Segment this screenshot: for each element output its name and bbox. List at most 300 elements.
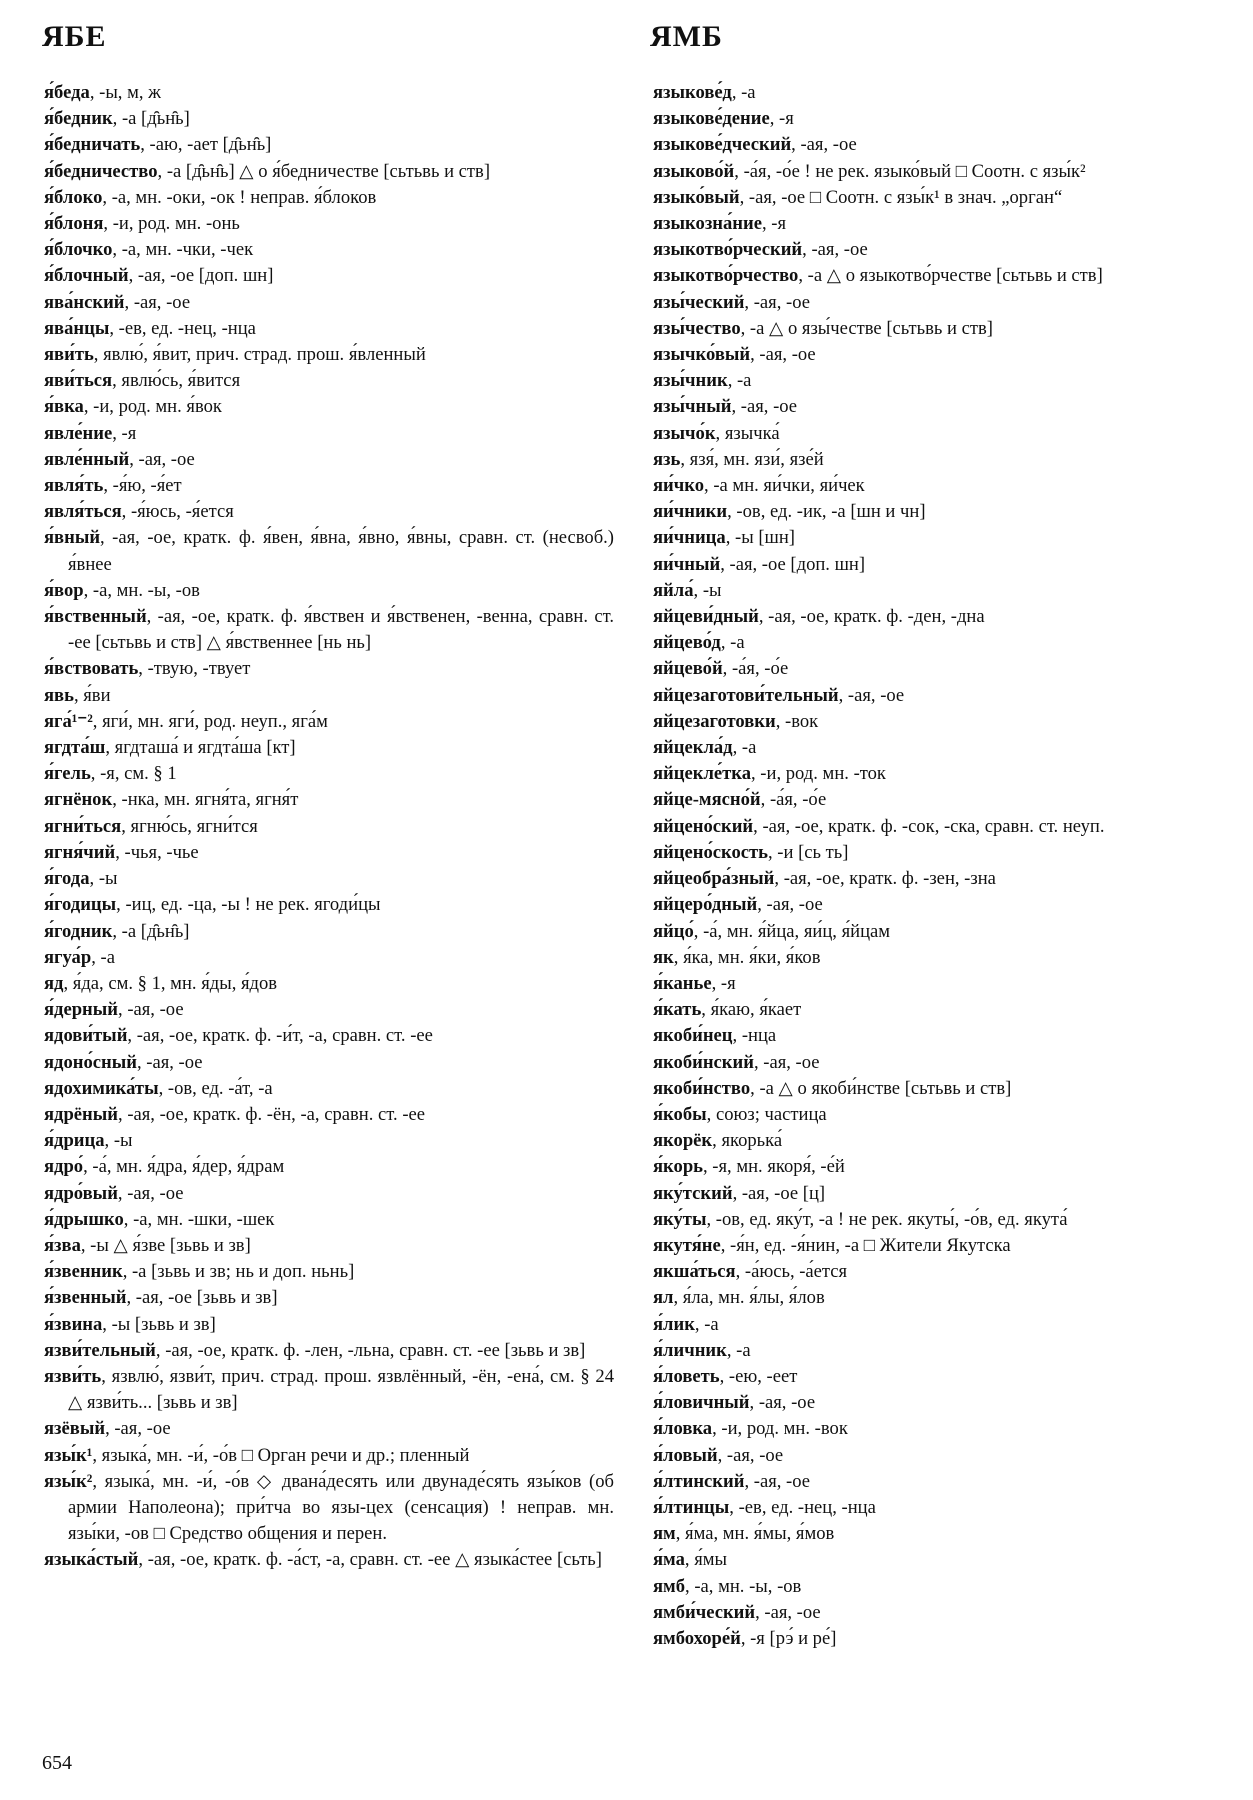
dictionary-entry [653, 447, 1223, 473]
headword: яку́ты [653, 1208, 707, 1230]
dictionary-entry [653, 211, 1223, 237]
dictionary-entry [653, 290, 1223, 316]
entry-definition: , -нца [732, 1025, 777, 1047]
headword: я́вор [44, 579, 84, 601]
headword: явле́нный [44, 448, 130, 470]
headword: явля́ться [44, 501, 122, 523]
dictionary-entry [44, 211, 614, 237]
headword: я́блочный [44, 265, 129, 287]
headword: яку́тский [653, 1182, 733, 1204]
entry-definition: , -а мн. яи́чки, яи́чек [704, 475, 865, 497]
dictionary-entry [44, 1259, 614, 1285]
headword: яйцекле́тка [653, 763, 751, 785]
dictionary-entry [44, 473, 614, 499]
dictionary-entry [44, 1312, 614, 1338]
dictionary-entry [653, 185, 1223, 211]
entry-definition: , -а, мн. -ы, -ов [83, 579, 200, 601]
dictionary-entry [44, 447, 614, 473]
entry-definition: , -ая, -ое [129, 448, 195, 470]
entry-definition: , -ы [шн] [725, 527, 795, 549]
dictionary-entry [44, 683, 614, 709]
headword: яйцево́й [653, 658, 723, 680]
headword: язы́чество [653, 317, 741, 339]
entry-definition: , -а [727, 370, 752, 392]
dictionary-entry [44, 185, 614, 211]
dictionary-entry [653, 1102, 1223, 1128]
dictionary-entry [44, 604, 614, 656]
headword: я́ма [653, 1549, 685, 1571]
headword: язычо́к [653, 422, 716, 444]
dictionary-entry [653, 1416, 1223, 1442]
headword: я́бедничество [44, 160, 158, 182]
dictionary-entry [653, 552, 1223, 578]
headword: я́годник [44, 920, 113, 942]
headword: я́бедничать [44, 134, 141, 156]
entry-definition: , -ая, -ое [757, 894, 823, 916]
dictionary-entry [653, 735, 1223, 761]
entry-definition: , -нка, мн. ягня́та, ягня́т [112, 789, 299, 811]
dictionary-entry [653, 1390, 1223, 1416]
entry-definition: , -а [зьвь и зв; нь и доп. ньнь] [122, 1261, 355, 1283]
dictionary-entry [653, 1495, 1223, 1521]
headword: я́звенник [44, 1261, 123, 1283]
headword: яйцено́ский [653, 815, 754, 837]
dictionary-entry [653, 709, 1223, 735]
dictionary-entry [653, 1128, 1223, 1154]
headword: я́дрышко [44, 1208, 124, 1230]
headword: якоби́нец [653, 1025, 733, 1047]
dictionary-entry [44, 709, 614, 735]
headword: ягдта́ш [44, 737, 106, 759]
dictionary-entry [44, 1050, 614, 1076]
entry-definition: , -а́я, -о́е ! не рек. языко́вый □ Соотн. с язы́к² [734, 160, 1086, 182]
headword: я́гель [44, 763, 91, 785]
entry-definition: , явлю́, я́вит, прич. страд. прош. я́вленный [93, 344, 426, 366]
dictionary-entry [44, 263, 614, 289]
headword: я́вственный [44, 606, 147, 628]
entry-definition: , -ая, -ое [750, 344, 816, 366]
dictionary-entry [653, 1469, 1223, 1495]
entry-definition: , -ая, -ое, кратк. ф. -а́ст, -а, сравн. ст. -ее △ языка́стее [сьть] [138, 1549, 602, 1571]
dictionary-entry [44, 368, 614, 394]
dictionary-entry [653, 814, 1223, 840]
dictionary-entry [44, 1154, 614, 1180]
entry-definition: , якорька́ [712, 1130, 783, 1152]
dictionary-entry [44, 1416, 614, 1442]
dictionary-entry [653, 1154, 1223, 1180]
headword: яйцено́скость [653, 841, 768, 863]
dictionary-entry [44, 106, 614, 132]
dictionary-entry [653, 892, 1223, 918]
dictionary-entry [653, 866, 1223, 892]
dictionary-entry [44, 1338, 614, 1364]
headword: я́годицы [44, 894, 117, 916]
page-header-left: ЯБЕ [42, 20, 107, 53]
dictionary-entry [653, 1338, 1223, 1364]
headword: ямбохоре́й [653, 1627, 741, 1649]
entry-definition: , -а, мн. -ы, -ов [685, 1575, 802, 1597]
dictionary-entry [653, 1312, 1223, 1338]
entry-definition: , -ев, ед. -нец, -нца [729, 1496, 876, 1518]
headword: ял [653, 1287, 674, 1309]
entry-definition: , -а́я, -о́е [760, 789, 827, 811]
headword: я́личник [653, 1339, 727, 1361]
headword: я́кать [653, 999, 702, 1021]
entry-definition: , я́ка, мн. я́ки, я́ков [673, 946, 821, 968]
entry-definition: , -а △ о языкотво́рчестве [сьтьвь и ств] [798, 265, 1103, 287]
headword: я́дрица [44, 1130, 105, 1152]
headword: я́блочко [44, 239, 113, 261]
dictionary-entry [653, 1259, 1223, 1285]
headword: я́лик [653, 1313, 695, 1335]
entry-definition: , -я́ю, -я́ет [103, 475, 182, 497]
dictionary-entry [44, 1076, 614, 1102]
headword: язы́к² [44, 1470, 93, 1492]
dictionary-entry [653, 1364, 1223, 1390]
entry-definition: , -и, род. мн. -вок [712, 1418, 848, 1440]
entry-definition: , -а [694, 1313, 719, 1335]
entry-definition: , -ы [зьвь и зв] [102, 1313, 216, 1335]
dictionary-entry [653, 1521, 1223, 1547]
entry-definition: , я́мы [684, 1549, 728, 1571]
entry-definition: , -ая, -ое [доп. шн] [128, 265, 274, 287]
entry-definition: , я́да, см. § 1, мн. я́ды, я́дов [63, 972, 278, 994]
dictionary-entry [44, 394, 614, 420]
dictionary-entry [44, 525, 614, 577]
headword: язви́тельный [44, 1339, 156, 1361]
entry-definition: , -ы [693, 579, 722, 601]
dictionary-entry [653, 1233, 1223, 1259]
headword: ява́нский [44, 291, 125, 313]
dictionary-entry [653, 132, 1223, 158]
headword: я́кобы [653, 1103, 707, 1125]
headword: ядоно́сный [44, 1051, 137, 1073]
headword: яи́чко [653, 475, 705, 497]
dictionary-entry [44, 787, 614, 813]
headword: язы́чник [653, 370, 728, 392]
entry-definition: , -я [761, 213, 787, 235]
entry-definition: , -ая, -ое [зьвь и зв] [126, 1287, 278, 1309]
entry-definition: , языка́, мн. -и́, -о́в □ Орган речи и др.; пленный [92, 1444, 470, 1466]
headword: ямби́ческий [653, 1601, 756, 1623]
dictionary-entry [44, 892, 614, 918]
dictionary-entry [653, 1207, 1223, 1233]
dictionary-entry [44, 1443, 614, 1469]
dictionary-entry [653, 1626, 1223, 1652]
headword: языко́вый [653, 186, 740, 208]
entry-definition: , -а́я, -о́е [722, 658, 789, 680]
headword: язы́чный [653, 396, 732, 418]
headword: якорёк [653, 1130, 713, 1152]
entry-definition: , -ая, -ое, кратк. ф. -ден, -дна [758, 606, 985, 628]
headword: я́ловеть [653, 1365, 720, 1387]
headword: языкове́д [653, 82, 732, 103]
headword: язёвый [44, 1418, 106, 1440]
entry-definition: , -ы [89, 868, 118, 890]
entry-definition: , -ая, -ое [731, 396, 798, 418]
dictionary-entry [653, 578, 1223, 604]
dictionary-entry [653, 1076, 1223, 1102]
entry-definition: , -ая, -ое [117, 1182, 184, 1204]
dictionary-entry [653, 971, 1223, 997]
headword: язы́ческий [653, 291, 745, 313]
entry-definition: , -ы [104, 1130, 133, 1152]
headword: яйцекла́д [653, 737, 733, 759]
entry-definition: , -а́, мн. я́йца, яи́ц, я́йцам [693, 920, 891, 942]
entry-definition: , -ая, -ое, кратк. ф. я́вен, я́вна, я́вно, я́вны, сравн. ст. (несвоб.) я́внее [68, 527, 614, 575]
headword: я́дерный [44, 999, 119, 1021]
headword: я́ловый [653, 1444, 718, 1466]
dictionary-entry [44, 1547, 614, 1573]
entry-definition: , -чья, -чье [115, 841, 199, 863]
dictionary-entry [653, 919, 1223, 945]
entry-definition: , -и, род. мн. -онь [103, 213, 240, 235]
headword: як [653, 946, 674, 968]
entry-definition: , -ая, -ое [749, 1392, 816, 1414]
headword: яйла́ [653, 579, 694, 601]
headword: якша́ться [653, 1261, 736, 1283]
headword: я́блоко [44, 186, 103, 208]
entry-definition: , -а, мн. -шки, -шек [123, 1208, 275, 1230]
entry-definition: , -а, мн. -чки, -чек [112, 239, 254, 261]
dictionary-entry [44, 159, 614, 185]
entry-definition: , -ая, -ое [124, 291, 191, 313]
headword: яйцезаготови́тельный [653, 684, 839, 706]
headword: языкотво́рчество [653, 265, 799, 287]
entry-definition: , -ая, -ое, кратк. ф. -ён, -а, сравн. ст. -ее [118, 1103, 426, 1125]
entry-definition: , -ая, -ое [136, 1051, 203, 1073]
headword: я́зва [44, 1234, 81, 1256]
headword: ядро́ [44, 1156, 84, 1178]
dictionary-entry [44, 1469, 614, 1548]
entry-definition: , ягню́сь, ягни́тся [121, 815, 258, 837]
headword: я́звина [44, 1313, 103, 1335]
entry-definition: , -ая, -ое [791, 134, 857, 156]
headword: явле́ние [44, 422, 113, 444]
dictionary-entry [44, 132, 614, 158]
entry-definition: , -и, род. мн. я́вок [83, 396, 222, 418]
entry-definition: , -а [732, 737, 757, 759]
entry-definition: , -ая, -ое, кратк. ф. -и́т, -а, сравн. ст. -ее [127, 1025, 433, 1047]
right-column [653, 80, 1223, 1652]
entry-definition: , -а [д̑ьн̑ь] [112, 108, 190, 130]
headword: я́вствовать [44, 658, 139, 680]
dictionary-entry [44, 735, 614, 761]
dictionary-entry [653, 525, 1223, 551]
entry-definition: , -а [726, 1339, 751, 1361]
entry-definition: , -ая, -ое [744, 291, 810, 313]
headword: ягнёнок [44, 789, 113, 811]
dictionary-entry [44, 342, 614, 368]
headword: яйцеобра́зный [653, 868, 775, 890]
entry-definition: , -а, мн. -оки, -ок ! неправ. я́блоков [102, 186, 377, 208]
entry-definition: , -и, род. мн. -ток [751, 763, 886, 785]
entry-definition: , -я [рэ́ и ре́] [740, 1627, 837, 1649]
dictionary-entry [44, 421, 614, 447]
dictionary-entry [44, 316, 614, 342]
entry-definition: , я́ви [73, 684, 111, 706]
headword: я́вка [44, 396, 84, 418]
dictionary-entry [44, 1207, 614, 1233]
dictionary-entry [653, 316, 1223, 342]
headword: языкозна́ние [653, 213, 762, 235]
entry-definition: , я́ма, мн. я́мы, я́мов [675, 1523, 835, 1545]
dictionary-entry [653, 1050, 1223, 1076]
dictionary-entry [44, 814, 614, 840]
headword: яйцево́д [653, 632, 721, 654]
headword: явь [44, 684, 74, 706]
dictionary-entry [653, 1285, 1223, 1311]
headword: языкове́дческий [653, 134, 792, 156]
headword: ядохимика́ты [44, 1077, 159, 1099]
dictionary-entry [653, 656, 1223, 682]
dictionary-entry [653, 1181, 1223, 1207]
headword: я́корь [653, 1156, 703, 1178]
dictionary-entry [44, 1364, 614, 1416]
headword: яи́чный [653, 553, 721, 575]
entry-definition: , -я, см. § 1 [90, 763, 177, 785]
entry-definition: , -ая, -ое [ц] [732, 1182, 826, 1204]
entry-definition: , -ая, -ое, кратк. ф. -зен, -зна [774, 868, 996, 890]
entry-definition: , явлю́сь, я́вится [112, 370, 241, 392]
dictionary-entry [44, 290, 614, 316]
dictionary-entry [653, 473, 1223, 499]
entry-definition: , -ов, ед. -ик, -а [шн и чн] [727, 501, 926, 523]
entry-definition: , -а [д̑ьн̑ь] [112, 920, 190, 942]
headword: ядро́вый [44, 1182, 118, 1204]
headword: язы́к¹ [44, 1444, 93, 1466]
dictionary-entry [653, 394, 1223, 420]
page-header-right: ЯМБ [650, 20, 723, 53]
dictionary-entry [44, 1285, 614, 1311]
entry-definition: , -ы, м, ж [89, 82, 162, 103]
headword: яи́чники [653, 501, 728, 523]
headword: ям [653, 1523, 676, 1545]
dictionary-entry [653, 604, 1223, 630]
dictionary-entry [44, 1181, 614, 1207]
headword: яйце-мясно́й [653, 789, 761, 811]
headword: яи́чница [653, 527, 726, 549]
dictionary-entry [653, 421, 1223, 447]
dictionary-entry [44, 840, 614, 866]
headword: ядрёный [44, 1103, 119, 1125]
dictionary-entry [653, 1600, 1223, 1626]
left-column [44, 80, 614, 1574]
entry-definition: , -я [711, 972, 736, 994]
entry-definition: , -а́юсь, -а́ется [735, 1261, 848, 1283]
dictionary-entry [44, 866, 614, 892]
entry-definition: , -ею, -еет [719, 1365, 798, 1387]
headword: яд [44, 972, 64, 994]
dictionary-entry [44, 1233, 614, 1259]
entry-definition: , -иц, ед. -ца, -ы ! не рек. ягоди́цы [116, 894, 381, 916]
headword: языкотво́рческий [653, 239, 803, 261]
dictionary-entry [44, 499, 614, 525]
dictionary-entry [44, 237, 614, 263]
headword: я́беда [44, 82, 90, 103]
entry-definition: , -ая, -ое, кратк. ф. -лен, -льна, сравн. ст. -ее [зьвь и зв] [155, 1339, 586, 1361]
entry-definition: , -ая, -ое [744, 1470, 811, 1492]
headword: я́лтинцы [653, 1496, 730, 1518]
entry-definition: , -ая, -ое [802, 239, 868, 261]
entry-definition: , -я́н, ед. -я́нин, -а □ Жители Якутска [720, 1234, 1011, 1256]
headword: яйцеро́дный [653, 894, 758, 916]
entry-definition: , -ая, -ое [838, 684, 905, 706]
headword: язычко́вый [653, 344, 751, 366]
entry-definition: , -а △ о язы́честве [сьтьвь и ств] [740, 317, 993, 339]
entry-definition: , -а́, мн. я́дра, я́дер, я́драм [83, 1156, 285, 1178]
entry-definition: , -ая, -ое [755, 1601, 821, 1623]
entry-definition: , -ов, ед. -а́т, -а [158, 1077, 273, 1099]
dictionary-entry [44, 919, 614, 945]
entry-definition: , язя́, мн. язи́, язе́й [680, 448, 824, 470]
headword: язь [653, 448, 681, 470]
entry-definition: , -ы △ я́зве [зьвь и зв] [80, 1234, 251, 1256]
dictionary-entry [653, 787, 1223, 813]
entry-definition: , -ая, -ое, кратк. ф. -сок, -ска, сравн. ст. неуп. [753, 815, 1105, 837]
headword: яйцо́ [653, 920, 694, 942]
headword: яйцеви́дный [653, 606, 759, 628]
headword: я́звенный [44, 1287, 127, 1309]
dictionary-entry [44, 761, 614, 787]
dictionary-entry [653, 1574, 1223, 1600]
headword: ядови́тый [44, 1025, 128, 1047]
headword: я́ловка [653, 1418, 713, 1440]
headword: яйцезаготовки [653, 710, 776, 732]
dictionary-entry [653, 945, 1223, 971]
dictionary-entry [44, 80, 614, 106]
entry-definition: , -ев, ед. -нец, -нца [109, 317, 256, 339]
entry-definition: , -ая, -ое, кратк. ф. я́вствен и я́вственен, -венна, сравн. ст. -ее [сьтьвь и ств] △ я́вственнее [нь нь] [68, 606, 614, 654]
entry-definition: , -я́юсь, -я́ется [121, 501, 234, 523]
entry-definition: , -я [112, 422, 137, 444]
entry-definition: , -ов, ед. яку́т, -а ! не рек. якуты́, -о́в, ед. якута́ [706, 1208, 1068, 1230]
dictionary-entry [653, 263, 1223, 289]
dictionary-entry [44, 1128, 614, 1154]
entry-definition: , -аю, -ает [д̑ьн̑ь] [140, 134, 272, 156]
headword: ягни́ться [44, 815, 122, 837]
entry-definition: , -я, мн. якоря́, -е́й [703, 1156, 845, 1178]
dictionary-entry [653, 630, 1223, 656]
headword: яви́ть [44, 344, 94, 366]
dictionary-entry [653, 683, 1223, 709]
headword: ягуа́р [44, 946, 92, 968]
dictionary-entry [653, 342, 1223, 368]
dictionary-entry [653, 159, 1223, 185]
entry-definition: , яги́, мн. яги́, род. неуп., яга́м [92, 710, 328, 732]
headword: я́канье [653, 972, 712, 994]
headword: яви́ться [44, 370, 113, 392]
entry-definition: , я́каю, я́кает [701, 999, 802, 1021]
dictionary-entry [44, 1102, 614, 1128]
entry-definition: , я́ла, мн. я́лы, я́лов [673, 1287, 825, 1309]
entry-definition: , -вок [775, 710, 819, 732]
entry-definition: , -ая, -ое [105, 1418, 171, 1440]
headword: якутя́не [653, 1234, 721, 1256]
headword: языка́стый [44, 1549, 139, 1571]
dictionary-entry [653, 1547, 1223, 1573]
entry-definition: , -ая, -ое [118, 999, 184, 1021]
dictionary-entry [653, 237, 1223, 263]
headword: я́лтинский [653, 1470, 745, 1492]
dictionary-entry [653, 368, 1223, 394]
entry-definition: , -а [91, 946, 115, 968]
headword: якоби́нский [653, 1051, 754, 1073]
headword: язви́ть [44, 1365, 102, 1387]
entry-definition: , -а [720, 632, 745, 654]
dictionary-entry [44, 945, 614, 971]
entry-definition: , -ая, -ое [717, 1444, 784, 1466]
